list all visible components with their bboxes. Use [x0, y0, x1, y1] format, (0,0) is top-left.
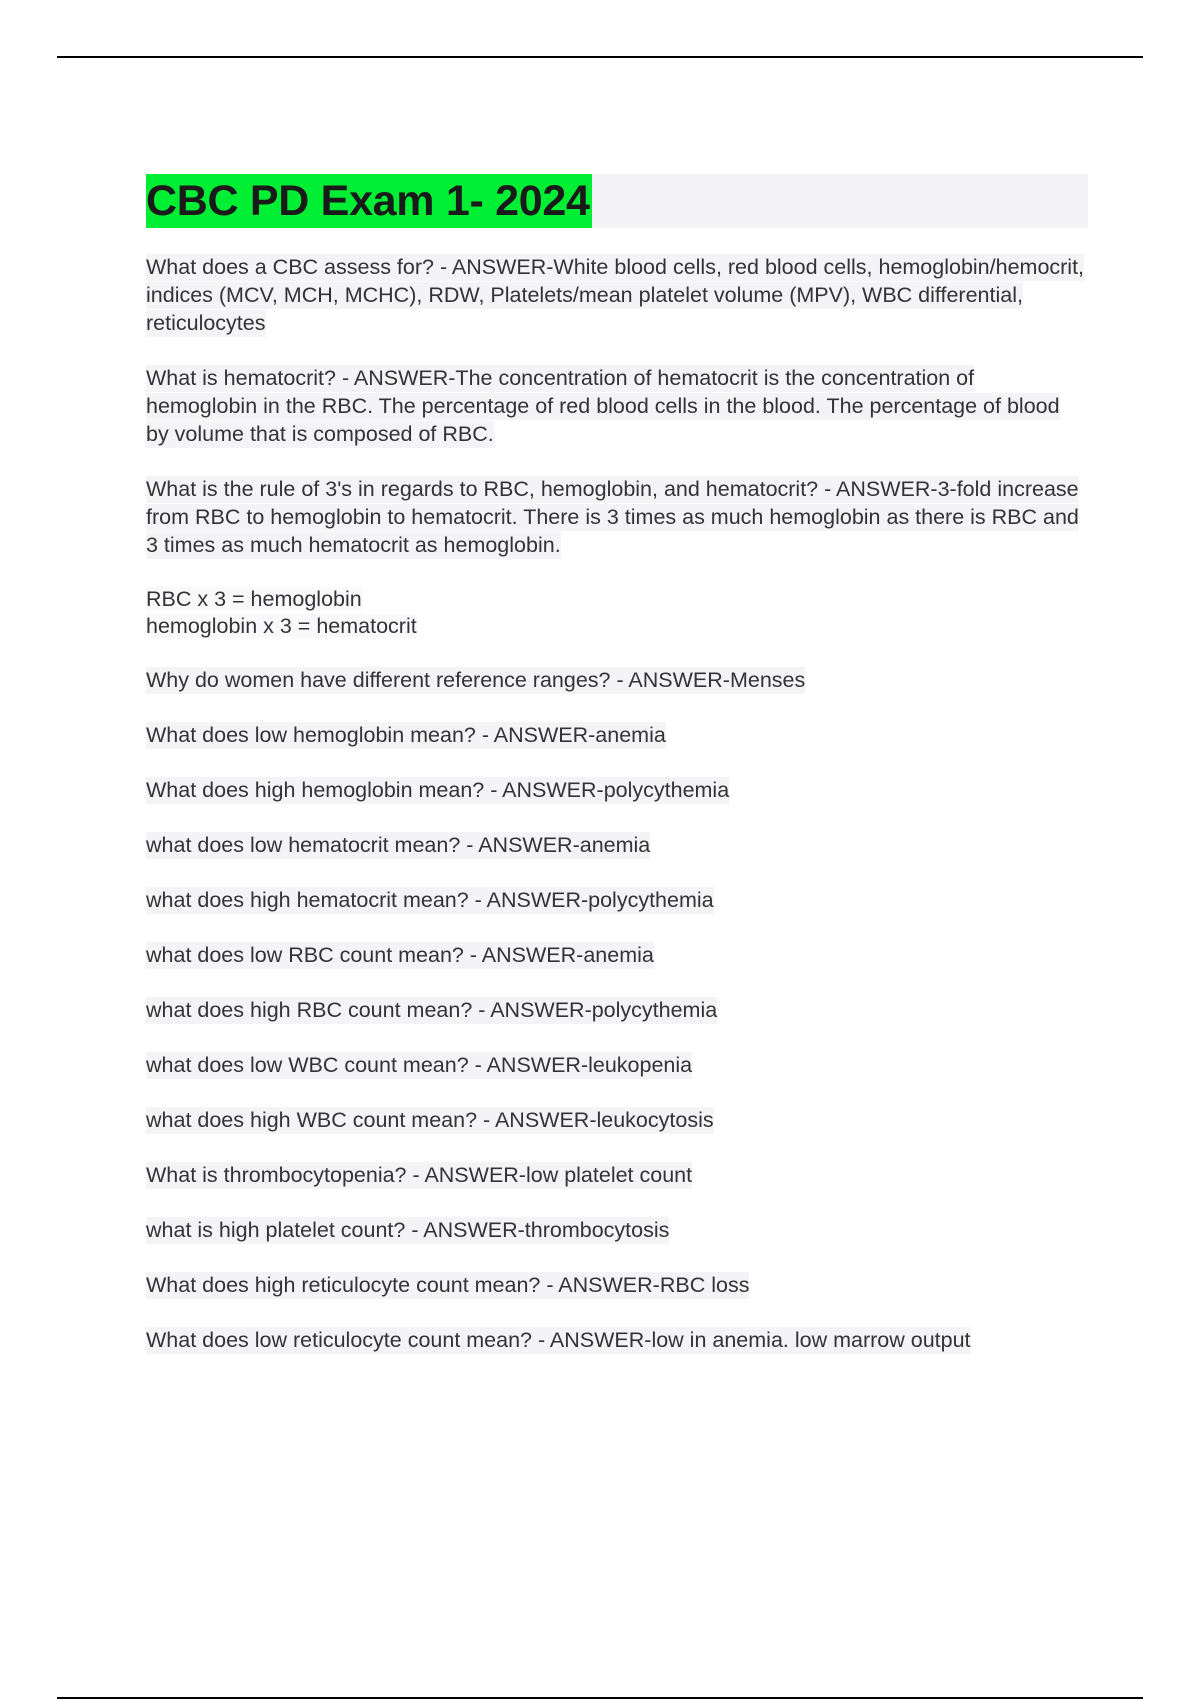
- qa-text: what does high WBC count mean? - ANSWER-leukocytosis: [146, 1108, 714, 1132]
- qa-text: What does a CBC assess for? - ANSWER-White blood cells, red blood cells, hemoglobin/hemocrit, indices (MCV, MCH, MCHC), RDW, Platelets/mean platelet volume (MPV), WBC differential, reticulocytes: [146, 255, 1085, 335]
- title-row: [146, 174, 1088, 228]
- qa-text: What does low reticulocyte count mean? - ANSWER-low in anemia. low marrow output: [146, 1328, 971, 1352]
- qa-text: What is the rule of 3's in regards to RBC, hemoglobin, and hematocrit? - ANSWER-3-fold increase from RBC to hemoglobin to hematocrit. There is 3 times as much hemoglobin as there is RBC and 3 times as much hematocrit as hemoglobin.: [146, 477, 1079, 557]
- qa-item: [146, 831, 1088, 859]
- qa-item: [146, 776, 1088, 804]
- qa-text: What does high reticulocyte count mean? - ANSWER-RBC loss: [146, 1273, 750, 1297]
- bottom-rule: [57, 1697, 1143, 1699]
- formula-block: [146, 586, 1088, 640]
- qa-text: what does high RBC count mean? - ANSWER-polycythemia: [146, 998, 718, 1022]
- page-title: CBC PD Exam 1- 2024: [146, 174, 592, 228]
- qa-text: what is high platelet count? - ANSWER-thrombocytosis: [146, 1218, 670, 1242]
- document-body: [146, 174, 1088, 1381]
- qa-text: What is thrombocytopenia? - ANSWER-low platelet count: [146, 1163, 693, 1187]
- qa-item: [146, 1271, 1088, 1299]
- qa-text: what does low hematocrit mean? - ANSWER-anemia: [146, 833, 651, 857]
- qa-item: [146, 886, 1088, 914]
- qa-item: [146, 1051, 1088, 1079]
- qa-item: [146, 1326, 1088, 1354]
- qa-item: [146, 364, 1088, 448]
- top-rule: [57, 56, 1143, 58]
- qa-item: [146, 475, 1088, 559]
- qa-text: Why do women have different reference ranges? - ANSWER-Menses: [146, 668, 806, 692]
- qa-item: [146, 1216, 1088, 1244]
- qa-item: [146, 721, 1088, 749]
- qa-text: What is hematocrit? - ANSWER-The concentration of hematocrit is the concentration of hemoglobin in the RBC. The percentage of red blood cells in the blood. The percentage of blood by volume that is composed of RBC.: [146, 366, 1060, 446]
- qa-text: what does low RBC count mean? - ANSWER-anemia: [146, 943, 654, 967]
- qa-text: what does low WBC count mean? - ANSWER-leukopenia: [146, 1053, 693, 1077]
- qa-item: [146, 1106, 1088, 1134]
- qa-item: [146, 666, 1088, 694]
- qa-item: [146, 941, 1088, 969]
- qa-item: [146, 996, 1088, 1024]
- qa-text: what does high hematocrit mean? - ANSWER-polycythemia: [146, 888, 714, 912]
- qa-text: What does low hemoglobin mean? - ANSWER-anemia: [146, 723, 666, 747]
- qa-item: [146, 1161, 1088, 1189]
- qa-item: [146, 253, 1088, 337]
- qa-text: What does high hemoglobin mean? - ANSWER-polycythemia: [146, 778, 730, 802]
- formula-line: hemoglobin x 3 = hematocrit: [146, 614, 417, 638]
- formula-line: RBC x 3 = hemoglobin: [146, 587, 362, 611]
